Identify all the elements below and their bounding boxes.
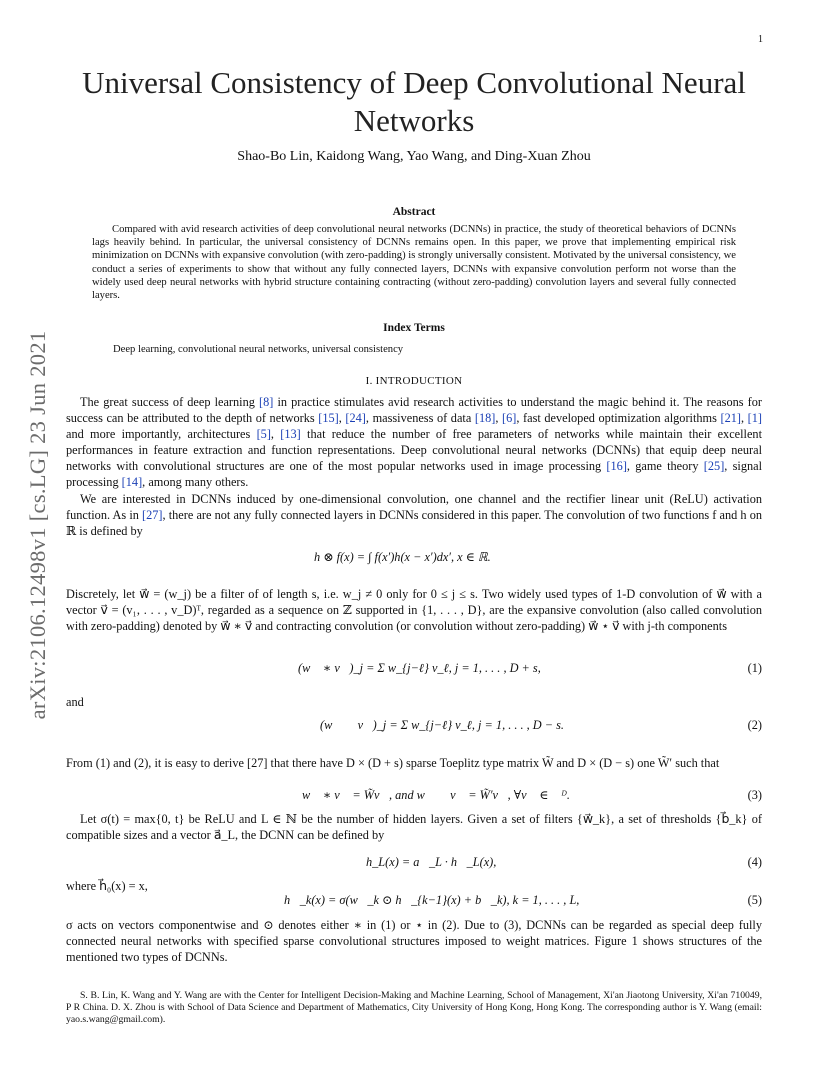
text-run: , [740, 411, 748, 425]
index-terms-heading: Index Terms [383, 322, 445, 334]
author-affiliation-footnote: S. B. Lin, K. Wang and Y. Wang are with the Center for Intelligent Decision-Making and Machine Learning, School of Management, Xi'an Jiaotong University, Xi'an 710049, P R China. D. X. Zhou is with School of Data Science and Department of Mathematics, City University of Hong Kong, Hong Kong. The corresponding author is Y. Wang (email: yao.s.wang@gmail.com). [66, 990, 762, 1026]
intro-paragraph-4: From (1) and (2), it is easy to derive [27] that there have D × (D + s) sparse Toeplitz type matrix W̃ and D × (D − s) one W̃′ such that [66, 756, 720, 770]
citation-link[interactable]: [15] [318, 411, 339, 425]
text-run: , fast developed optimization algorithms [516, 411, 721, 425]
text-run: The great success of deep learning [80, 395, 260, 409]
intro-paragraph-1 [66, 394, 762, 490]
text-run: in practice stimulates avid research activities to understand the magic behind it. The reasons for success can be attributed to the depth of networks [66, 395, 763, 425]
intro-paragraph-5: Let σ(t) = max{0, t} be ReLU and L ∈ ℕ be the number of hidden layers. Given a set of filters {w⃗_k}, a set of thresholds {b⃗_k} of compatible sizes and a vector a⃗_L, the DCNN can be defined by [66, 812, 762, 842]
section-heading: I. INTRODUCTION [365, 375, 463, 387]
text-run: , game theory [626, 459, 704, 473]
citation-link[interactable]: [27] [142, 508, 163, 522]
equation-number: (4) [747, 855, 762, 869]
text-run: , among many others. [142, 475, 249, 489]
equation-number: (1) [747, 661, 762, 675]
page-number: 1 [758, 34, 763, 45]
text-run: , [270, 427, 281, 441]
equation-number: (3) [747, 788, 762, 802]
equation-number: (2) [747, 718, 762, 732]
equation-body: (w⃗ ⋆ v⃗)_j = Σ w_{j−ℓ} v_ℓ, j = 1, . . . , D − s. [320, 718, 564, 732]
intro-paragraph-6: σ acts on vectors componentwise and ⊙ denotes either ∗ in (1) or ⋆ in (2). Due to (3), DCNNs can be regarded as special deep fully connected neural networks with specified sparse convolutional structures imposed to weight matrices. Figure 1 shows structures of the mentioned two types of DCNNs. [66, 918, 762, 964]
author-list: Shao-Bo Lin, Kaidong Wang, Yao Wang, and Ding-Xuan Zhou [237, 149, 591, 164]
intro-paragraph-2 [66, 491, 762, 539]
equation-body: (w⃗ ∗ v⃗)_j = Σ w_{j−ℓ} v_ℓ, j = 1, . . . , D + s, [298, 661, 541, 675]
abstract-text: Compared with avid research activities of deep convolutional neural networks (DCNNs) in practice, the study of theoretical behaviors of DCNNs lags heavily behind. In particular, the universal consistency of DCNNs remains open. In this paper, we prove that implementing empirical risk minimization on DCNNs with expansive convolution (with zero-padding) is strongly universally consistent. Motivated by the universal consistency, we conduct a series of experiments to show that without any fully connected layers, DCNNs with expansive convolution perform not worse than the widely used deep neural networks with hybrid structure containing contracting (without zero-padding) convolution layers and several fully connected layers. [92, 224, 736, 302]
citation-link[interactable]: [6] [502, 411, 517, 425]
equation-body: h_L(x) = a⃗_L · h⃗_L(x), [366, 855, 497, 869]
text-run: , massiveness of data [365, 411, 475, 425]
citation-link[interactable]: [21] [720, 411, 741, 425]
connector-text: and [66, 695, 84, 709]
index-terms-text: Deep learning, convolutional neural networks, universal consistency [113, 344, 404, 355]
text-run: that reduce the number of free parameters of networks while maintain their excellent performances in feature extraction and function representations. Deep convolutional neural networks (DCNNs) that equip deep neural networks with convolutional structures are one of the most popular networks used in image processing [66, 427, 762, 473]
equation-body: h⃗_k(x) = σ(w⃗_k ⊙ h⃗_{k−1}(x) + b⃗_k), k = 1, . . . , L, [284, 893, 580, 907]
citation-link[interactable]: [13] [280, 427, 301, 441]
citation-link[interactable]: [5] [256, 427, 271, 441]
intro-paragraph-3: Discretely, let w⃗ = (w_j) be a filter of of length s, i.e. w_j ≠ 0 only for 0 ≤ j ≤ s. Two widely used types of 1-D convolution of w⃗ with a vector v⃗ = (v₁, . . . , v_D)ᵀ, regarded as a sequence on ℤ supported in {1, . . . , D}, are the expansive convolution (also called convolution with zero-padding) denoted by w⃗ ∗ v⃗ and contracting convolution (or convolution without zero-padding) w⃗ ⋆ v⃗ with j-th components [66, 587, 762, 633]
text-run: We are interested in DCNNs induced by one-dimensional convolution, one channel and the rectifier linear unit (ReLU) activation function. As in [66, 492, 762, 522]
citation-link[interactable]: [25] [703, 459, 725, 473]
equation-body: w⃗ ∗ v⃗ = W̃v⃗, and w⃗ ⋆ v⃗ = W̃′v⃗, ∀v⃗ ∈ ℝᴰ. [302, 788, 570, 802]
citation-link[interactable]: [1] [747, 411, 762, 425]
equation-body: h ⊗ f(x) = ∫ f(x′)h(x − x′)dx′, x ∈ ℝ. [314, 550, 491, 564]
citation-link[interactable]: [8] [259, 395, 274, 409]
arxiv-identifier-text: arXiv:2106.12498v1 [cs.LG] 23 Jun 2021 [25, 330, 50, 720]
arxiv-identifier [10, 290, 66, 760]
equation-number: (5) [747, 893, 762, 907]
citation-link[interactable]: [24] [345, 411, 366, 425]
citation-link[interactable]: [16] [606, 459, 627, 473]
where-text: where h⃗₀(x) = x, [66, 879, 148, 893]
paper-title: Universal Consistency of Deep Convolutional Neural Networks [82, 65, 746, 138]
text-run: , there are not any fully connected layers in DCNNs considered in this paper. The convolution of two functions f and h on ℝ is defined by [66, 508, 762, 538]
abstract-heading: Abstract [392, 206, 436, 218]
citation-link[interactable]: [14] [121, 475, 143, 489]
text-run: , [338, 411, 346, 425]
text-run: , [495, 411, 503, 425]
text-run: and more importantly, architectures [66, 427, 257, 441]
text-run: , signal processing [66, 459, 762, 489]
citation-link[interactable]: [18] [474, 411, 496, 425]
